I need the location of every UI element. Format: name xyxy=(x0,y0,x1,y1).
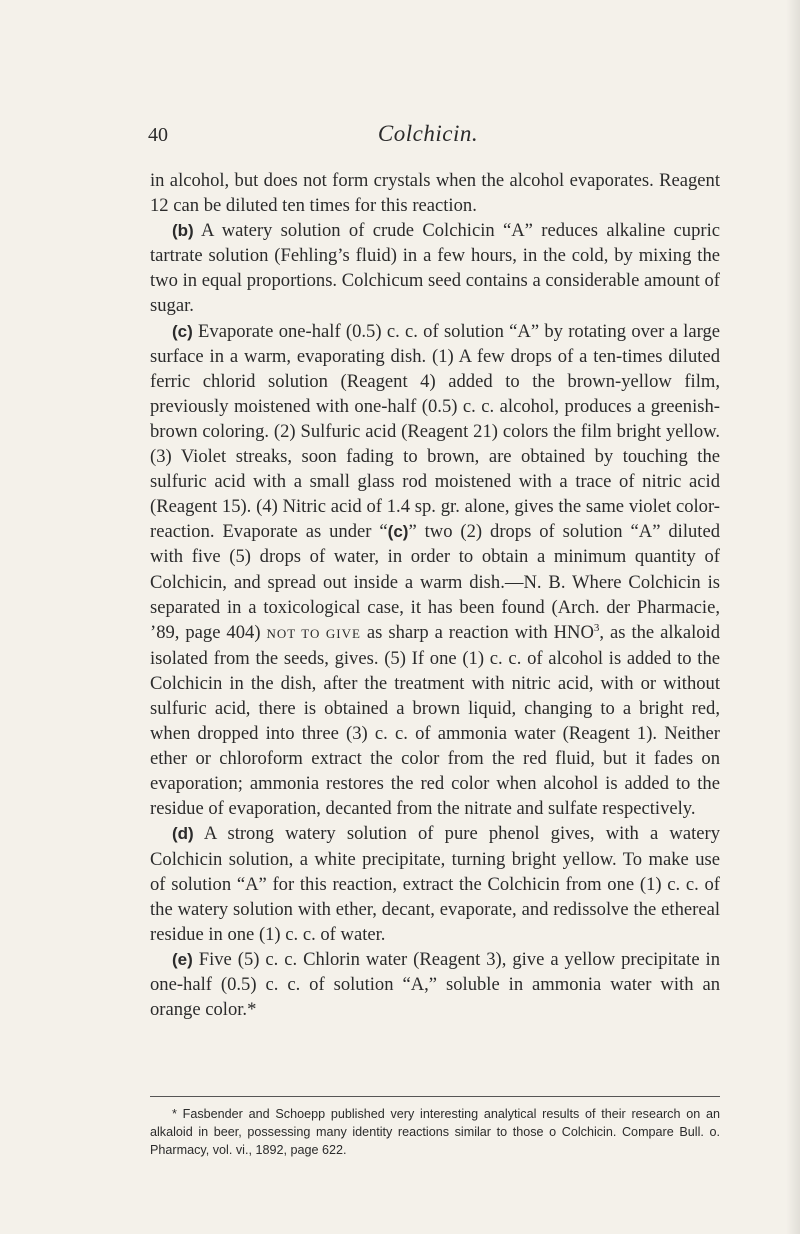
paragraph-continuation xyxy=(150,168,720,218)
body-text xyxy=(150,168,720,1022)
smallcaps-not-to-give: NOT TO GIVE xyxy=(266,625,361,641)
paragraph-c xyxy=(150,319,720,822)
paragraph-text-c-1: Evaporate one-half (0.5) c. c. of solution “A” by rotating over a large surface in a warm, evaporating dish. (1) A few drops of a ten-times diluted ferric chlorid solution (Reagent 4) added to the brown-yellow film, previously moistened with one-half (0.5) c. c. alcohol, produces a greenish-brown coloring. (2) Sulfuric acid (Reagent 21) colors the film bright yellow. (3) Violet streaks, soon fading to brown, are obtained by touching the sulfuric acid with a small glass rod moistened with a trace of nitric acid (Reagent 15). (4) Nitric acid of 1.4 sp. gr. alone, gives the same violet color-reaction. Evaporate as under “ xyxy=(150,320,720,543)
paragraph-text-c-3: as sharp a reaction with HNO xyxy=(360,621,594,643)
running-head: Colchicin. xyxy=(377,121,479,146)
paragraph-d xyxy=(150,821,720,946)
paragraph-b xyxy=(150,218,720,318)
superscript-3: 3 xyxy=(593,621,600,634)
footnote-rule xyxy=(150,1096,720,1097)
paragraph-ref-c: (c) xyxy=(387,522,409,542)
paragraph-e xyxy=(150,947,720,1022)
footnote: * Fasbender and Schoepp published very interesting analytical results of their research on an alkaloid in beer, possessing many identity reactions similar to those o Colchicin. Compare Bull. o. Pharmacy, vol. vi., 1892, page 622. xyxy=(150,1107,720,1157)
paragraph-text-c-2: ” two (2) drops of solution “A” diluted with five (5) drops of water, in order to obtain a minimum quantity of Colchicin, and spread out inside a warm dish.—N. B. Where Colchicin is separated in a toxicological case, it has been found (Arch. der Pharmacie, ’89, page 404) xyxy=(150,521,721,643)
paragraph-lead-b: (b) xyxy=(172,221,194,241)
page-number: 40 xyxy=(148,124,168,146)
page-edge-shadow xyxy=(786,0,800,1234)
paragraph-text: in alcohol, but does not form crystals when the alcohol evaporates. Reagent 12 can be diluted ten times for this reaction. xyxy=(150,170,720,217)
page-header xyxy=(148,121,708,150)
paragraph-text-c-4: , as the alkaloid isolated from the seeds, gives. (5) If one (1) c. c. of alcohol is added to the Colchicin in the dish, after the treatment with nitric acid, with or without sulfuric acid, there is obtained a brown liquid, changing to a bright red, when dropped into three (3) c. c. of ammonia water (Reagent 1). Neither ether or chloroform extract the color from the red fluid, but it fades on evaporation; ammonia restores the red color when alcohol is added to the residue of evaporation, decanted from the nitrate and sulfate respectively. xyxy=(150,621,721,820)
paragraph-lead-e: (e) xyxy=(172,949,193,969)
paragraph-text-b: A watery solution of crude Colchicin “A” reduces alkaline cupric tartrate solution (Fehling’s fluid) in a few hours, in the cold, by mixing the two in equal proportions. Colchicum seed contains a considerable amount of sugar. xyxy=(150,220,720,317)
paragraph-text-e: Five (5) c. c. Chlorin water (Reagent 3), give a yellow precipitate in one-half (0.5) c. c. of solution “A,” soluble in ammonia water with an orange color.* xyxy=(150,948,720,1021)
paragraph-lead-d: (d) xyxy=(172,824,194,844)
paragraph-lead-c: (c) xyxy=(172,321,193,341)
paragraph-text-d: A strong watery solution of pure phenol gives, with a watery Colchicin solution, a white precipitate, turning bright yellow. To make use of solution “A” for this reaction, extract the Colchicin from one (1) c. c. of the watery solution with ether, decant, evaporate, and redissolve the ethereal residue in one (1) c. c. of water. xyxy=(150,823,720,945)
